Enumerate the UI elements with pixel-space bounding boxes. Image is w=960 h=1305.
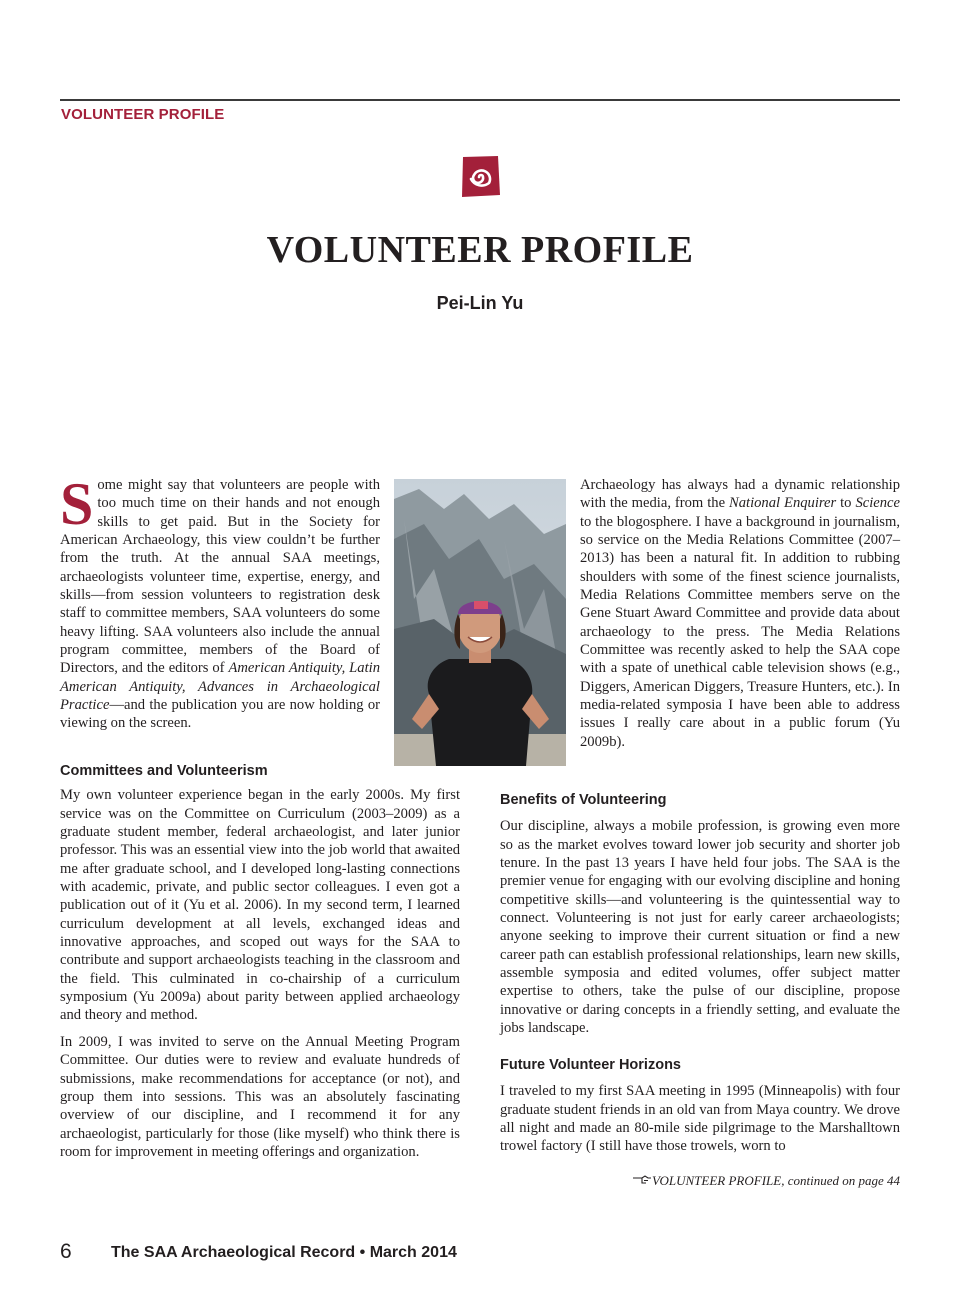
continuation-note xyxy=(560,1173,900,1189)
continuation-label: VOLUNTEER PROFILE xyxy=(651,1173,782,1188)
media-text-b: to xyxy=(836,495,856,512)
committees-paragraph-2: In 2009, I was invited to serve on the Annual Meeting Program Committee. Our duties were to review and evaluate hundreds of submissions, make recommendations for acceptance (or not), and group them into sessions. This was an absolutely fascinating overview of our discipline, and I recommend it for any archaeologist, particularly for those (like myself) who think there is room for improvement in meeting offerings and organization. xyxy=(60,1033,460,1160)
page-number: 6 xyxy=(60,1240,72,1263)
saa-spiral-logo-icon xyxy=(460,155,501,198)
author-photo xyxy=(394,479,566,766)
future-section xyxy=(500,1056,900,1164)
committees-paragraph-1: My own volunteer experience began in the early 2000s. My first service was on the Committee on Curriculum (2003–2009) as a graduate student member, federal archaeologist, and later junior professor. This was an essential view into the job world that awaited me after graduate school, and I developed long-lasting connections with academic, private, and public sector colleagues. I even got a publication out of it (Yu et al. 2006). In my second term, I learned curriculum development at all levels, exchanged ideas and innovative approaches, and scoped out ways for the SAA to contribute and support archaeologists teaching in the classroom and the field. This culminated in co-chairship of a curriculum symposium (Yu 2009a) about parity between applied archaeology and theory and method. xyxy=(60,787,460,1024)
benefits-section xyxy=(500,791,900,1045)
header-rule xyxy=(60,99,900,101)
author-name: Pei-Lin Yu xyxy=(436,293,524,313)
media-text-c: to the blogosphere. I have a background in journalism, so service on the Media Relations Committee (2007–2013) has been a natural fit. In addition to rubbing shoulders with some of the finest science journalists, Media Relations Committee members serve on the Gene Stuart Award Committee and provide data about archaeology to the press. The Media Relations Committee was recently asked to help the SAA cope with a spate of unethical cable television shows (e.g., Diggers, American Diggers, Treasure Hunters, etc.). In media-related symposia I have been able to address issues I really care about in a public forum (Yu 2009b). xyxy=(580,513,900,750)
committees-section xyxy=(60,762,460,1169)
media-italic-2: Science xyxy=(855,495,900,512)
pointing-hand-icon xyxy=(632,1175,652,1186)
publication-line: The SAA Archaeological Record • March 2014 xyxy=(111,1244,457,1261)
media-italic-1: National Enquirer xyxy=(729,495,837,512)
intro-paragraph xyxy=(60,471,380,733)
continuation-suffix: , continued on page 44 xyxy=(781,1173,900,1188)
section-tag: VOLUNTEER PROFILE xyxy=(61,106,225,123)
intro-text: ome might say that volunteers are people with too much time on their hands and not enough skills to get paid. But in the Society for American Archaeology, this view couldn’t be further from the truth. At the annual SAA meetings, archaeologists volunteer time, expertise, energy, and skills—from session volunteers to registration desk staff to committee members, SAA volunteers do some heavy lifting. SAA volunteers also include the annual program committee, members of the Board of Directors, and the editors of xyxy=(60,477,380,677)
journal-titles: American Antiquity, Latin American Antiquity, Advances in Archaeological Practice xyxy=(60,660,380,714)
benefits-heading: Benefits of Volunteering xyxy=(500,792,667,808)
article-title: VOLUNTEER PROFILE xyxy=(266,229,694,271)
intro-text-end: —and the publication you are now holding or viewing on the screen. xyxy=(60,697,380,732)
future-paragraph: I traveled to my first SAA meeting in 1995 (Minneapolis) with four graduate student friends in an old van from Maya country. We drove all night and made an 80-mile side pilgrimage to the Marshalltown trowel factory (I still have those trowels, worn to xyxy=(500,1083,900,1155)
benefits-paragraph: Our discipline, always a mobile profession, is growing even more so as the market evolves toward lower job security and shorter job tenure. In the past 13 years I have held four jobs. The SAA is the premier venue for engaging with our evolving discipline and honing competitive skills—and volunteering is the quintessential way to connect. Volunteering is not just for early career archaeologists; anyone seeking to improve their current situation or find a new career path can establish professional relationships, learn new skills, assemble symposia and edited volumes, offer subject matter expertise to others, take the pulse of our discipline, propose innovative or daring concepts in a friendly setting, and evaluate the jobs landscape. xyxy=(500,818,900,1037)
drop-cap: S xyxy=(60,471,94,537)
media-paragraph xyxy=(580,476,900,751)
media-text-a: Archaeology has always had a dynamic relationship with the media, from the xyxy=(580,477,900,512)
future-heading: Future Volunteer Horizons xyxy=(500,1057,681,1073)
committees-heading: Committees and Volunteerism xyxy=(60,763,268,779)
